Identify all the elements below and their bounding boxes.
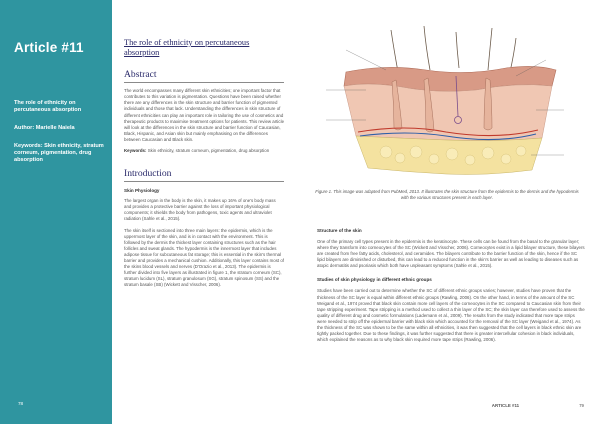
page-footer-right bbox=[492, 403, 584, 408]
structure-of-skin-heading: Structure of the skin bbox=[317, 228, 362, 233]
sidebar bbox=[0, 0, 112, 424]
page-number-left: 78 bbox=[18, 401, 24, 406]
keywords-line bbox=[124, 148, 284, 154]
footer-article-label: ARTICLE #11 bbox=[491, 403, 520, 408]
studies-heading: Studies of skin physiology in different ethnic groups bbox=[317, 277, 432, 283]
right-column bbox=[317, 228, 585, 343]
structure-paragraph: One of the primary cell types present in the epidermis is the keratinocyte. These cells can be found from the basal to the granular layer; where they transform into corneocytes of the SC (Wickett and Visscher, 2006). Corneocytes exist in a lipid bilayer structure, these bilayers are created from free fatty acids, cholesterol, and ceramides. The bilayers contribute to the barrier function of the skin, hence if the SC lipid bilayers are diminished or disturbed, this can lead to a reduced function in the skin's barrier as well as leading to diseases such as atopic dermatitis and psoriasis which both have unpleasant symptoms (Sahle et al., 2015). bbox=[317, 239, 585, 269]
hair-strands bbox=[391, 26, 516, 72]
studies-paragraph: Studies have been carried out to determine whether the SC of different ethnic groups varies; however, studies have proven that the thickness of the SC layer is equal within different ethnic groups (Rawling, 2006). On the other hand, in terms of the amount of the SC Weigand et al., 1974 proved that black skin contain more cell layers of the corneocytes in the SC compared to Caucasian skin from their tape stripping experiment. Tape stripping is a method used to collect a thin layer of the SC; the skin layer can therefore used to assess the quality of different drug and cosmetic formulations (Lademann et al., 2009). The results from the study indicated that more tape strips were needed to strip off the epidermal barrier with black skin which accounted for the removal of the SC layer (Weigand et al., 1974). As the thickness of the SC was shown to be the same within all ethnicities, it was then suggested that the cell layers in black ethnic skin are tightly packed together. Due to these findings, it was further suggested that there is greater intercellular cohesion in black individuals, which explained the reasons as to why black skin required more tape strips (Rawling, 2006). bbox=[317, 288, 585, 343]
skin-physiology-heading: Skin Physiology bbox=[124, 188, 160, 194]
introduction-heading: Introduction bbox=[124, 168, 284, 182]
intro-paragraph-1: The largest organ in the body is the skin, it makes up 16% of one's body mass and provides a protective barrier against the loss of important physiological components; it shields the body from pathogens, toxic agents and ultraviolet radiation (Sahle et al., 2015). bbox=[124, 198, 276, 222]
keywords-text: Skin ethnicity, stratum corneum, pigmentation, drug absorption bbox=[147, 148, 270, 154]
sidebar-keywords: Keywords: Skin ethnicity, stratum corneum, pigmentation, drug absorption bbox=[14, 143, 104, 163]
intro-paragraph-2: The skin itself is sectioned into three main layers: the epidermis, which is the uppermost layer of the skin, and is in contact with the environment. This is followed by the dermis the thickest layer containing structures such as the hair follicles and sweat glands. The hypodermis is the innermost layer that includes adipose tissue for subcutaneous fat storage; this is essential in the skin's thermal barrier and provides a mechanical cushion. Additionally, this layer contains most of the skins blood vessels and nerves (D'Orazio et al., 2013). The epidermis is further divided into five layers as illustrated in figure 1, the stratum corneum (SC), stratum lucidum (SL), stratum granulosum (SG), stratum spinosum (SS) and the stratum basale (SB) (Wickett and Visscher, 2006). bbox=[124, 227, 285, 288]
keywords-label: Keywords: bbox=[124, 148, 147, 154]
sidebar-article-title: The role of ethnicity on percutaneous absorption bbox=[14, 100, 82, 113]
sidebar-author: Author: Marielle Naiela bbox=[14, 125, 75, 131]
abstract-heading: Abstract bbox=[124, 69, 284, 83]
skin-structure-figure bbox=[306, 20, 584, 188]
abstract-text: The world encompasses many different skin ethnicities; one important factor that contributes to this variation is pigmentation. Questions have been raised whether there are any differences in the skin structure and barrier function of pigmented individuals and those that lack. Understanding the differences in skin structure of different ethnicities can play an important role in tailoring the use of cosmetics and therapeutic products to maximise treatment options for patients. This review article will look at the differences in the skin structure and barrier function of Caucasian, Black, Hispanic, and Asian skin but mainly emphasising on the differences between Caucasian and Black skin. bbox=[124, 88, 285, 142]
left-column bbox=[124, 38, 284, 288]
figure-caption: Figure 1. This image was adapted from PubMed, 2013. It illustrates the skin structure from the epidermis to the dermis and the hypodermis with the various structures present in each layer. bbox=[315, 189, 579, 200]
article-number-heading: Article #11 bbox=[14, 40, 84, 55]
page-number-right: 79 bbox=[579, 403, 584, 408]
article-title: The role of ethnicity on percutaneous absorption bbox=[124, 38, 250, 57]
